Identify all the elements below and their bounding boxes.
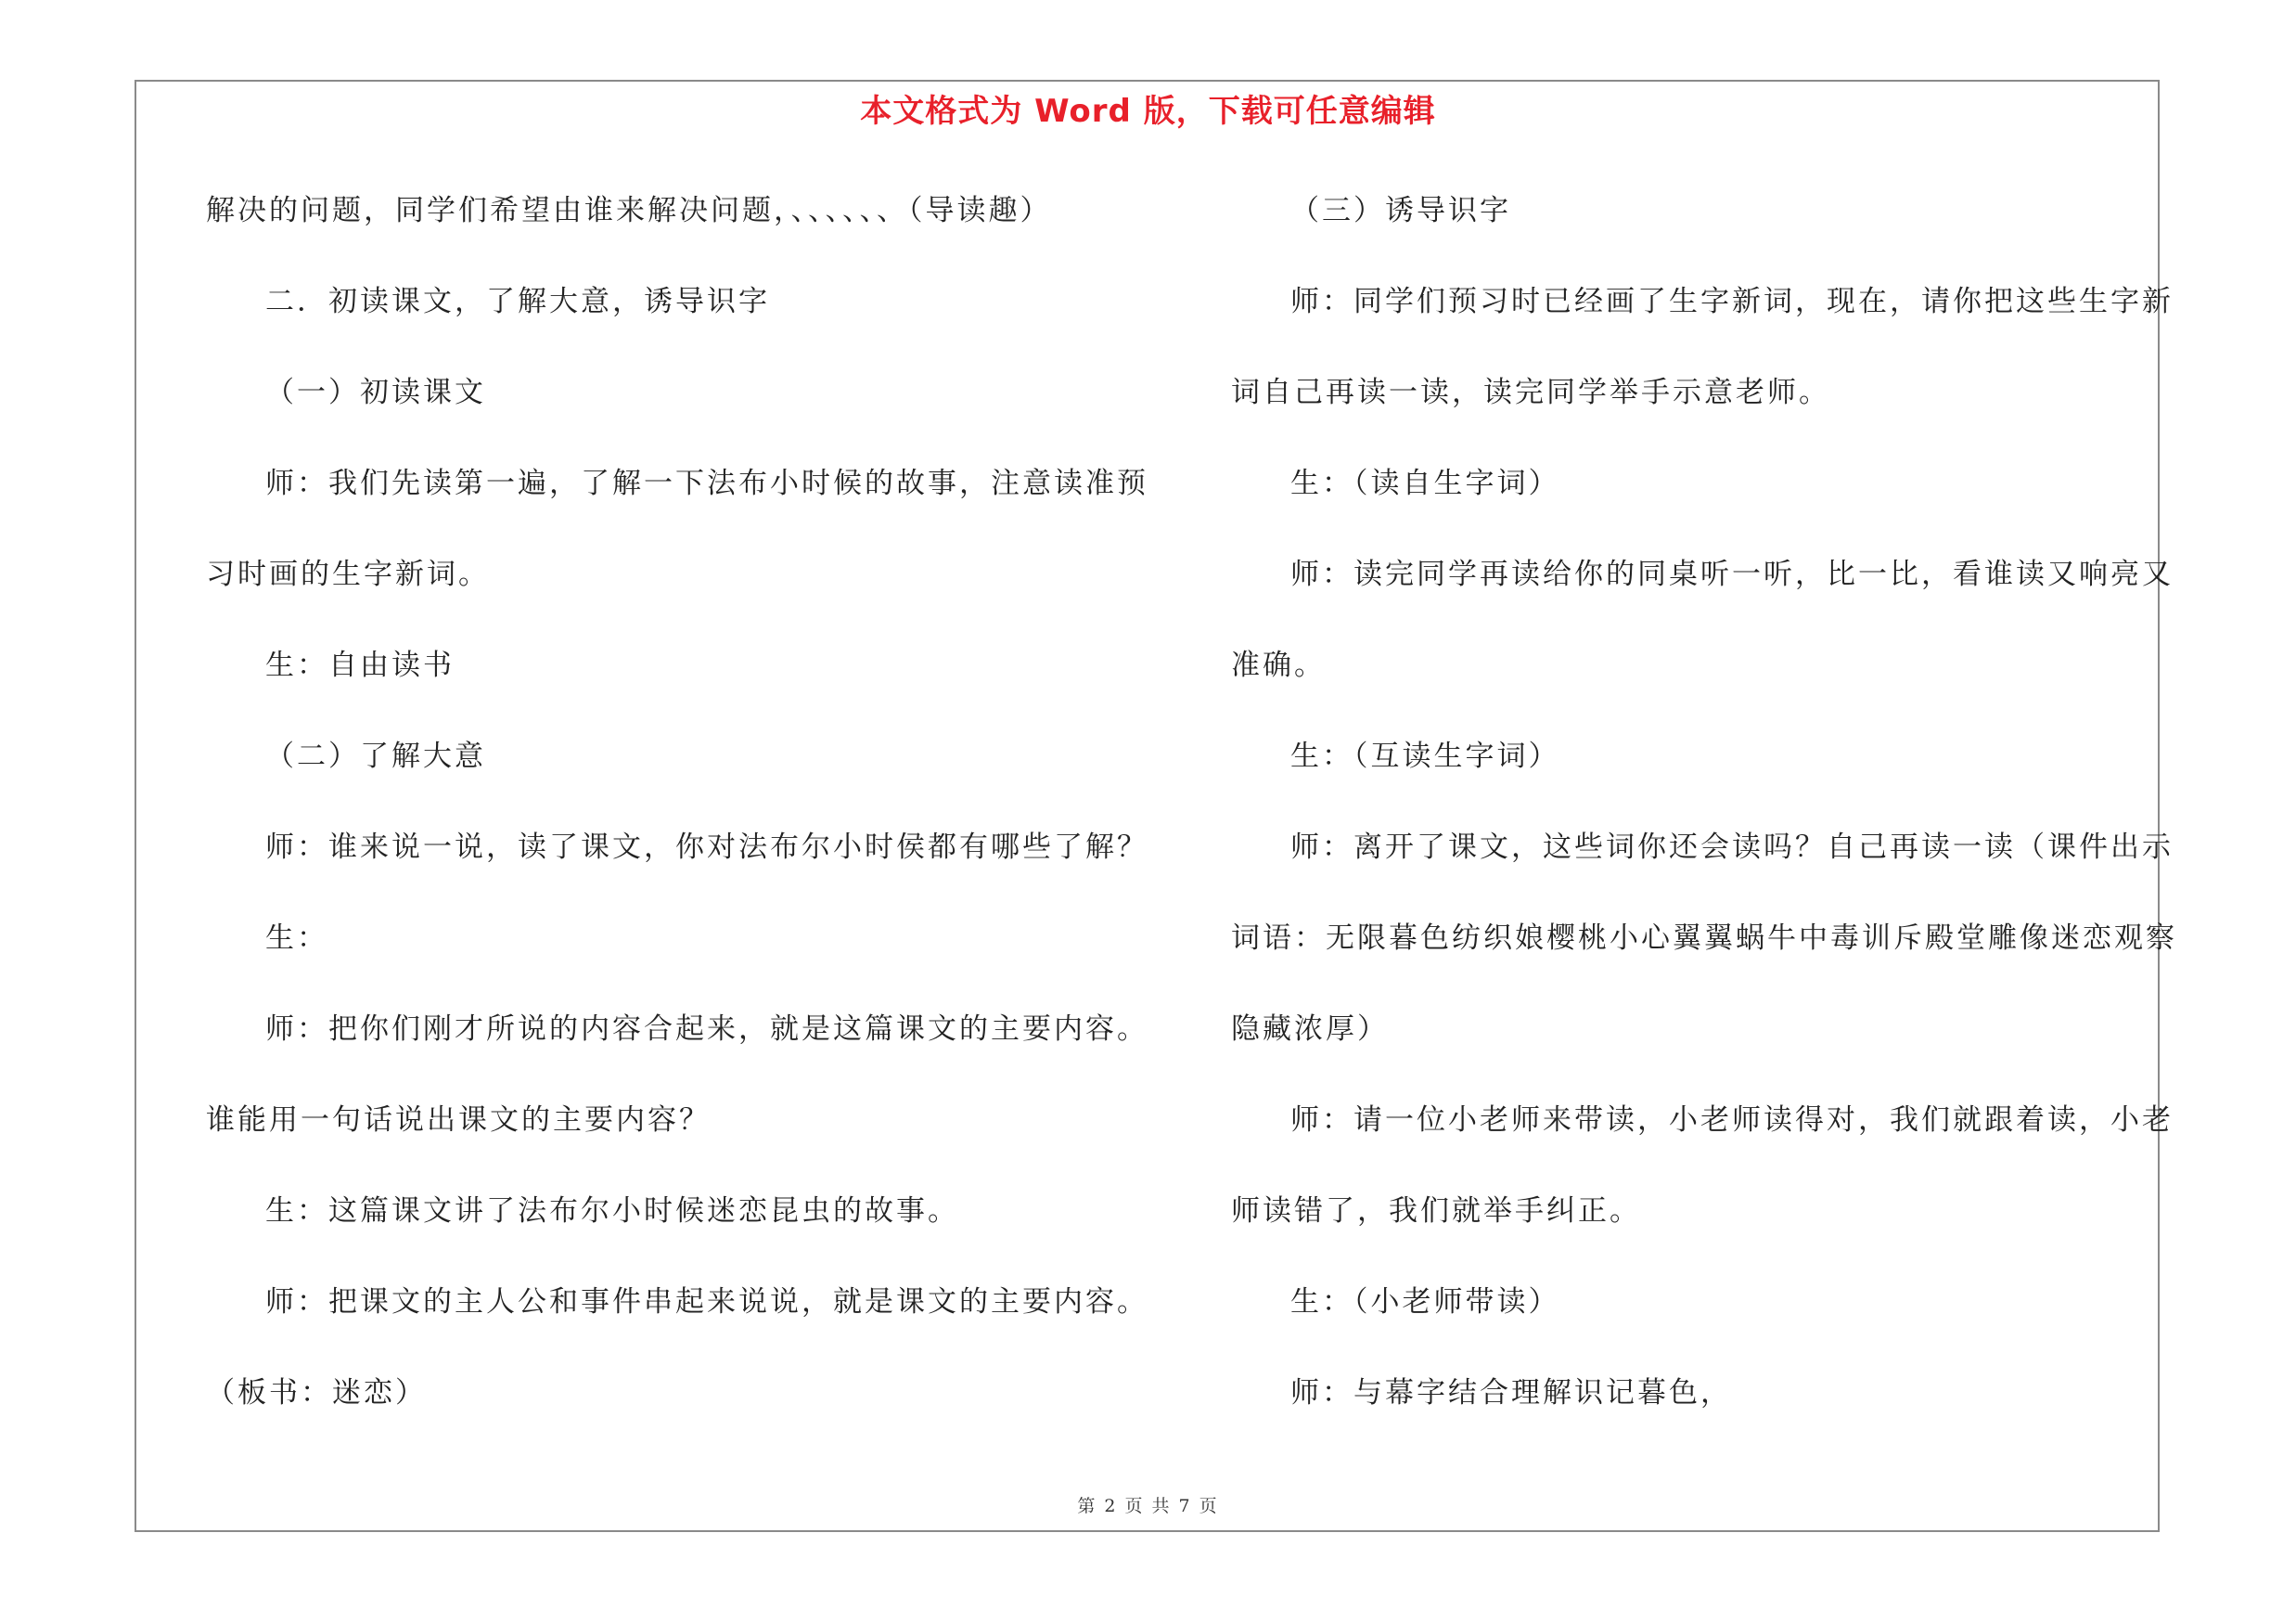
text-line: 生： bbox=[265, 921, 328, 955]
text-line: 词语：无限暮色纺织娘樱桃小心翼翼蜗牛中毒训斥殿堂雕像迷恋观察 bbox=[1231, 921, 2177, 955]
text-line: 师：请一位小老师来带读，小老师读得对，我们就跟着读，小老 bbox=[1290, 1103, 2174, 1137]
text-line: 师：离开了课文，这些词你还会读吗？自己再读一读（课件出示 bbox=[1290, 831, 2174, 864]
text-line: 生：（互读生字词） bbox=[1290, 740, 1560, 773]
text-line: 二．初读课文，了解大意，诱导识字 bbox=[265, 285, 770, 318]
text-line: 解决的问题，同学们希望由谁来解决问题，、、、、、、（导读趣） bbox=[206, 194, 1052, 227]
text-line: （板书：迷恋） bbox=[206, 1376, 427, 1410]
text-line: 词自己再读一读，读完同学举手示意老师。 bbox=[1231, 376, 1830, 409]
text-line: 师：同学们预习时已经画了生字新词，现在，请你把这些生字新 bbox=[1290, 285, 2174, 318]
text-line: 师：我们先读第一遍，了解一下法布小时候的故事，注意读准预 bbox=[265, 467, 1148, 500]
page-footer: 第 2 页 共 7 页 bbox=[1077, 1496, 1219, 1516]
text-line: （三）诱导识字 bbox=[1290, 194, 1511, 227]
text-line: 准确。 bbox=[1231, 649, 1326, 682]
text-line: 谁能用一句话说出课文的主要内容？ bbox=[206, 1103, 711, 1137]
text-line: 生：（读自生字词） bbox=[1290, 467, 1560, 500]
text-line: 习时画的生字新词。 bbox=[206, 558, 490, 591]
format-banner: 本文格式为 Word 版，下载可任意编辑 bbox=[860, 93, 1436, 130]
text-line: 师：谁来说一说，读了课文，你对法布尔小时侯都有哪些了解？ bbox=[265, 831, 1148, 864]
text-line: 师：与幕字结合理解识记暮色， bbox=[1290, 1376, 1732, 1410]
text-line: （一）初读课文 bbox=[265, 376, 486, 409]
text-line: 生：这篇课文讲了法布尔小时候迷恋昆虫的故事。 bbox=[265, 1194, 959, 1228]
text-line: 师读错了，我们就举手纠正。 bbox=[1231, 1194, 1641, 1228]
right-column bbox=[1231, 183, 2177, 1456]
left-column bbox=[206, 183, 1148, 1456]
text-line: 师：把课文的主人公和事件串起来说说，就是课文的主要内容。 bbox=[265, 1285, 1148, 1319]
text-line: 师：读完同学再读给你的同桌听一听，比一比，看谁读又响亮又 bbox=[1290, 558, 2174, 591]
text-line: 隐藏浓厚） bbox=[1231, 1012, 1389, 1046]
text-line: 生：自由读书 bbox=[265, 649, 455, 682]
text-line: 生：（小老师带读） bbox=[1290, 1285, 1560, 1319]
text-line: （二）了解大意 bbox=[265, 740, 486, 773]
text-line: 师：把你们刚才所说的内容合起来，就是这篇课文的主要内容。 bbox=[265, 1012, 1148, 1046]
